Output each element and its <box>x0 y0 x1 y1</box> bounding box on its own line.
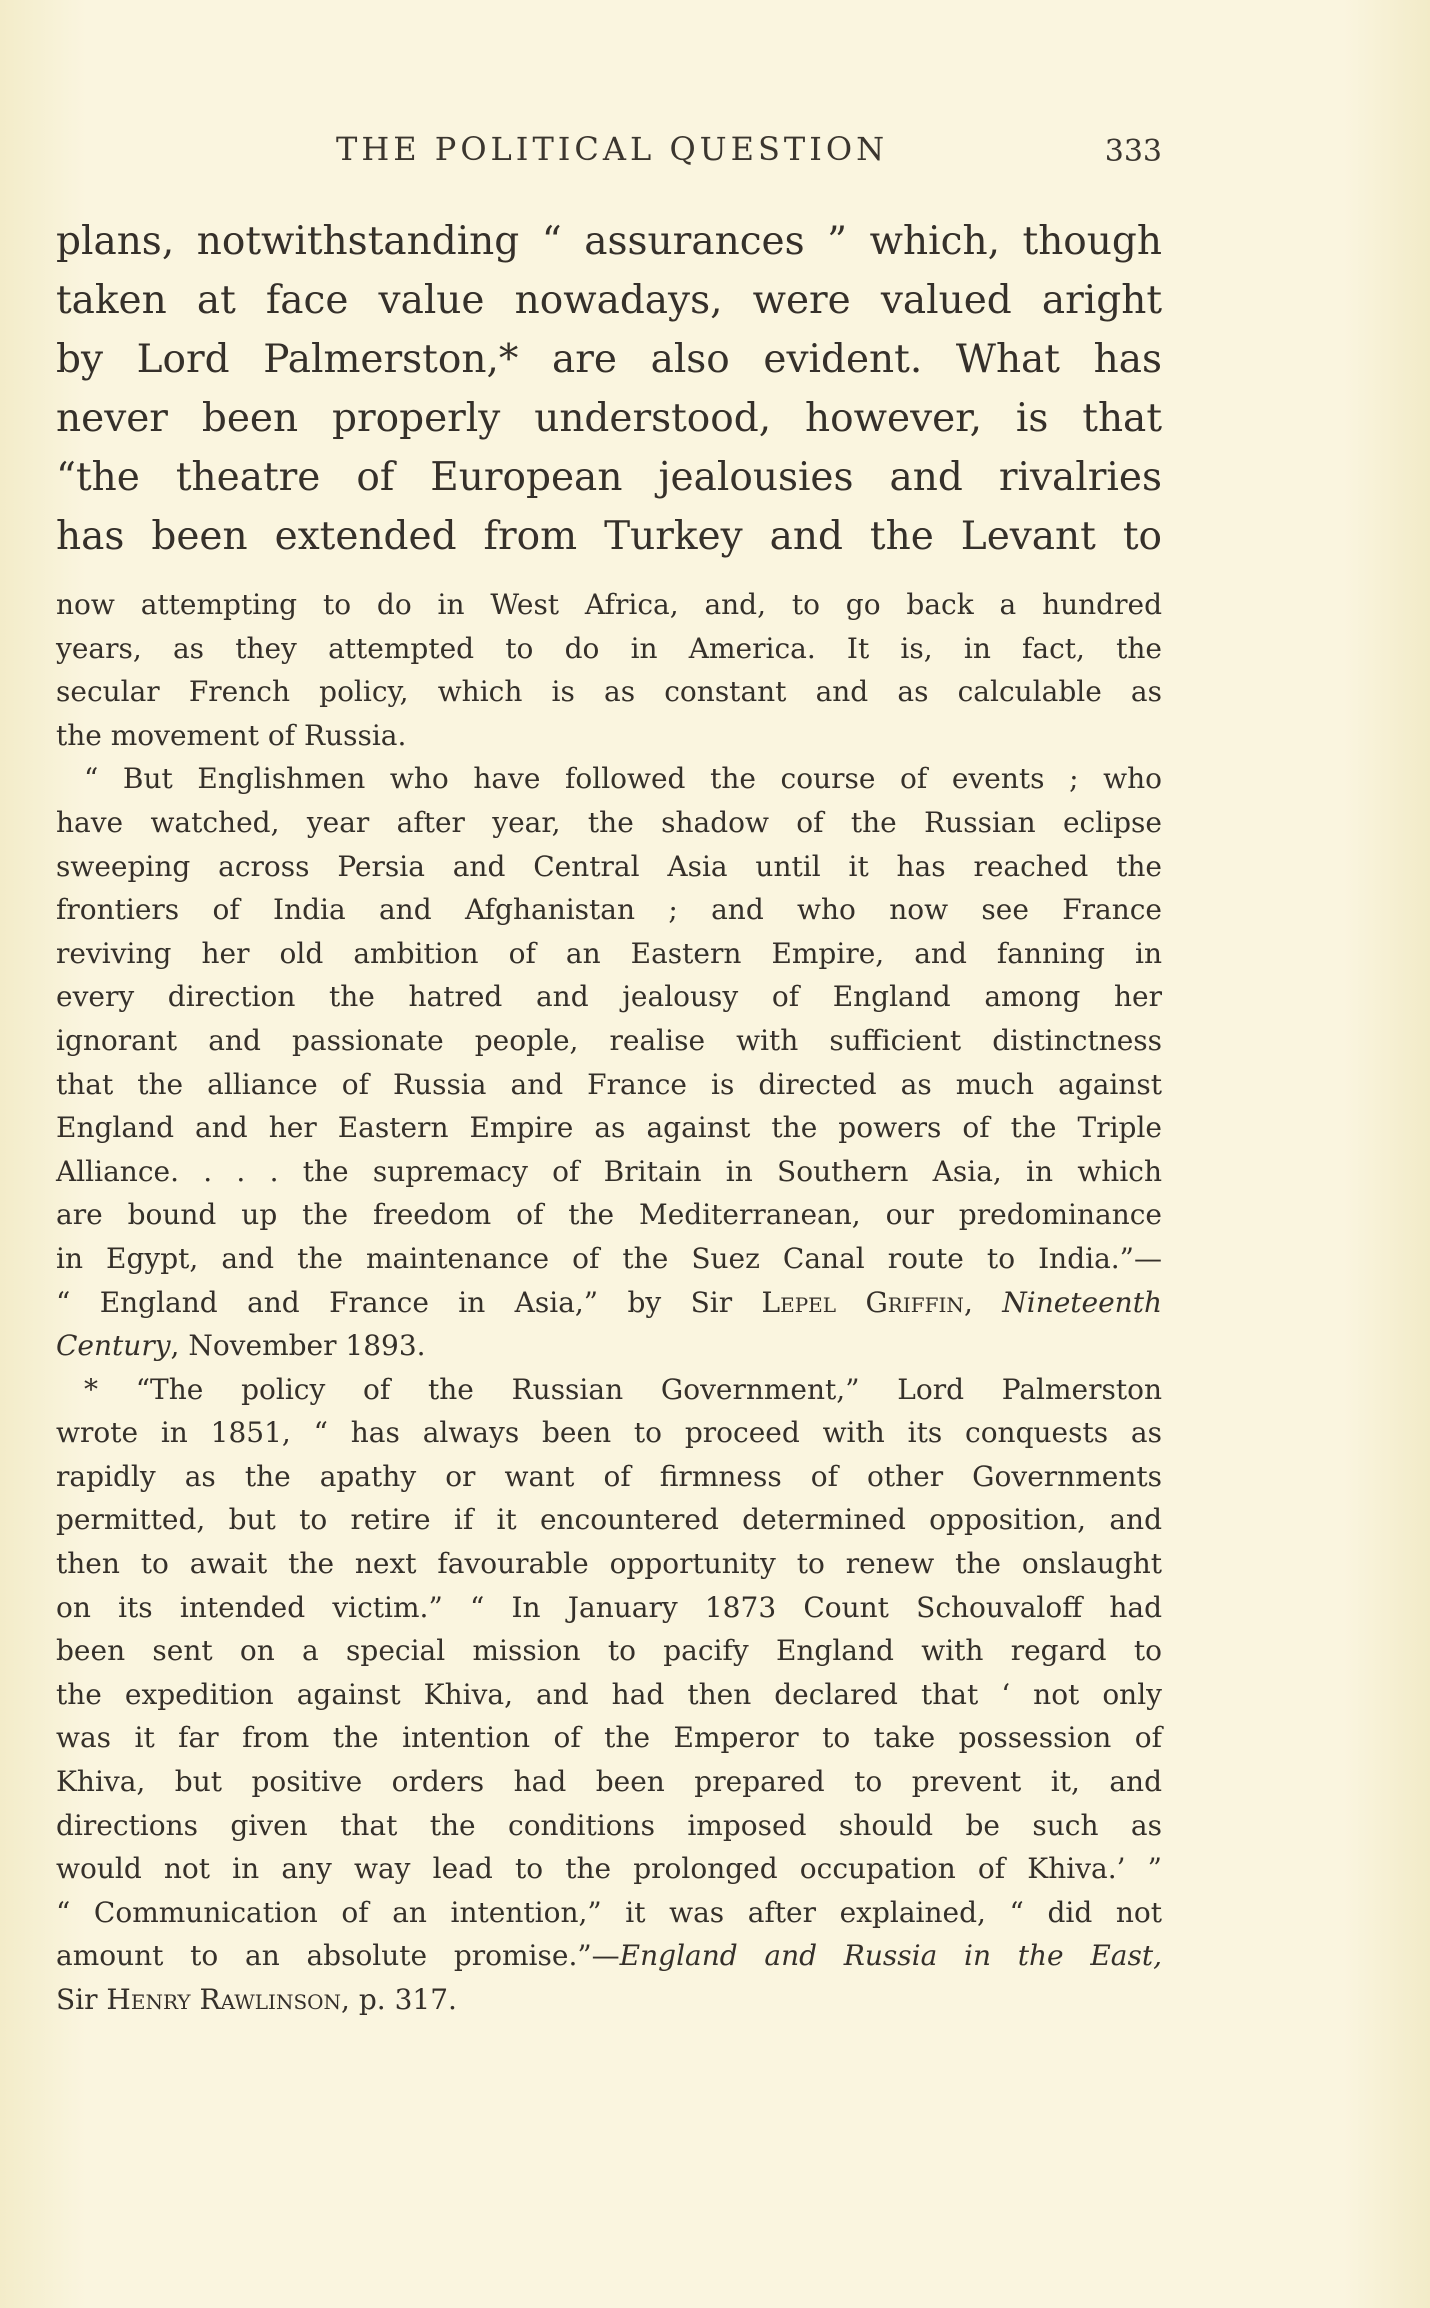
footnote-line <box>56 1368 1162 1412</box>
footnote-line <box>56 1193 1162 1237</box>
footnote-text: , <box>963 1285 1003 1319</box>
footnote-line <box>56 1978 1162 2022</box>
body-text-line: by Lord Palmerston,* are also evident. What has <box>56 337 1162 382</box>
footnote-text: have watched, year after year, the shadow of the Russian eclipse <box>56 805 1162 839</box>
footnote-line <box>56 1804 1162 1848</box>
footnote-text: rapidly as the apathy or want of firmness of other Governments <box>56 1459 1162 1493</box>
footnote-line <box>56 1934 1162 1978</box>
footnote-text: Alliance. . . . the supremacy of Britain in Southern Asia, in which <box>56 1154 1162 1188</box>
footnote-text: England and her Eastern Empire as against the powers of the Triple <box>56 1111 1162 1145</box>
footnote-text: secular French policy, which is as constant and as calculable as <box>56 675 1162 709</box>
footnote-text: , p. 317. <box>341 1983 457 2016</box>
body-text-line: never been properly understood, however, is that <box>56 396 1162 441</box>
footnote-text: the expedition against Khiva, and had then declared that ‘ not only <box>56 1677 1162 1711</box>
body-text-line: has been extended from Turkey and the Levant to <box>56 514 1162 559</box>
footnote-line <box>56 1760 1162 1804</box>
footnote-text: Khiva, but positive orders had been prepared to prevent it, and <box>56 1765 1162 1799</box>
footnotes <box>56 583 1162 2022</box>
footnote-line <box>56 845 1162 889</box>
footnote-text: was it far from the intention of the Emperor to take possession of <box>56 1721 1162 1755</box>
footnote-line <box>56 627 1162 671</box>
body-text-line: taken at face value nowadays, were valued aright <box>56 278 1162 323</box>
footnote-line <box>56 1629 1162 1673</box>
footnote-line <box>56 1586 1162 1630</box>
footnote-text: been sent on a special mission to pacify England with regard to <box>56 1634 1162 1668</box>
footnote-text: , November 1893. <box>170 1329 426 1363</box>
footnote-line <box>56 757 1162 801</box>
italic-text: Century <box>56 1329 171 1363</box>
footnote-line <box>56 1498 1162 1542</box>
footnote-line <box>56 888 1162 932</box>
footnote-text: then to await the next favourable opportunity to renew the onslaught <box>56 1547 1162 1581</box>
small-caps-text: Lepel Griffin <box>761 1285 964 1319</box>
main-text <box>56 212 1162 566</box>
footnote-line <box>56 1847 1162 1891</box>
footnote-text: wrote in 1851, “ has always been to proceed with its conquests as <box>56 1416 1162 1450</box>
footnote-text: Sir <box>56 1983 107 2016</box>
footnote-line <box>56 1891 1162 1935</box>
footnote-text: now attempting to do in West Africa, and, to go back a hundred <box>56 588 1162 621</box>
footnote-text: reviving her old ambition of an Eastern Empire, and fanning in <box>56 936 1162 970</box>
footnote-line <box>56 714 1162 758</box>
footnote-line <box>56 1281 1162 1325</box>
footnote-text: directions given that the conditions imposed should be such as <box>56 1808 1162 1842</box>
footnote-text: “ But Englishmen who have followed the course of events ; who <box>84 762 1162 796</box>
footnote-text: * “The policy of the Russian Government,” Lord Palmerston <box>84 1372 1162 1406</box>
footnote-line <box>56 670 1162 714</box>
footnote-text: amount to an absolute promise.”— <box>56 1939 620 1973</box>
footnote-line <box>56 1716 1162 1760</box>
footnote-text: permitted, but to retire if it encountered determined opposition, and <box>56 1503 1162 1537</box>
footnote-line <box>56 1673 1162 1717</box>
footnote-line <box>56 975 1162 1019</box>
footnote-line <box>56 801 1162 845</box>
footnote-text: on its intended victim.” “ In January 1873 Count Schouvaloff had <box>56 1590 1162 1624</box>
footnote-line <box>56 583 1162 627</box>
footnote-text: would not in any way lead to the prolonged occupation of Khiva.’ ” <box>56 1852 1162 1886</box>
italic-text: England and Russia in the East, <box>619 1939 1162 1973</box>
footnote-line <box>56 1237 1162 1281</box>
footnote-text: years, as they attempted to do in America. It is, in fact, the <box>56 631 1162 665</box>
footnote-line <box>56 1324 1162 1368</box>
footnote-line <box>56 1455 1162 1499</box>
footnote-line <box>56 1542 1162 1586</box>
footnote-text: frontiers of India and Afghanistan ; and who now see France <box>56 893 1162 927</box>
footnote-line <box>56 1150 1162 1194</box>
footnote-line <box>56 1019 1162 1063</box>
footnote-text: in Egypt, and the maintenance of the Suez Canal route to India.”— <box>56 1241 1162 1275</box>
footnote-text: that the alliance of Russia and France is directed as much against <box>56 1067 1162 1101</box>
footnote-line <box>56 932 1162 976</box>
footnote-text: are bound up the freedom of the Mediterranean, our predominance <box>56 1198 1162 1232</box>
footnote-text: ignorant and passionate people, realise with sufficient distinctness <box>56 1023 1162 1057</box>
footnote-line <box>56 1411 1162 1455</box>
body-text-line: plans, notwithstanding “ assurances ” which, though <box>56 219 1162 264</box>
footnote-line <box>56 1106 1162 1150</box>
footnote-text: “ England and France in Asia,” by Sir <box>56 1285 762 1319</box>
body-text-line: “the theatre of European jealousies and rivalries <box>56 455 1162 500</box>
page-number: 333 <box>1104 134 1162 169</box>
footnote-line <box>56 1063 1162 1107</box>
footnote-text: every direction the hatred and jealousy of England among her <box>56 980 1162 1014</box>
footnote-text: sweeping across Persia and Central Asia until it has reached the <box>56 849 1162 883</box>
footnote-text: the movement of Russia. <box>56 718 407 752</box>
small-caps-text: Henry Rawlinson <box>106 1983 342 2016</box>
running-head-title: THE POLITICAL QUESTION <box>336 130 889 168</box>
running-head <box>56 130 1162 180</box>
footnote-text: “ Communication of an intention,” it was after explained, “ did not <box>56 1895 1162 1929</box>
italic-text: Nineteenth <box>1002 1285 1163 1319</box>
